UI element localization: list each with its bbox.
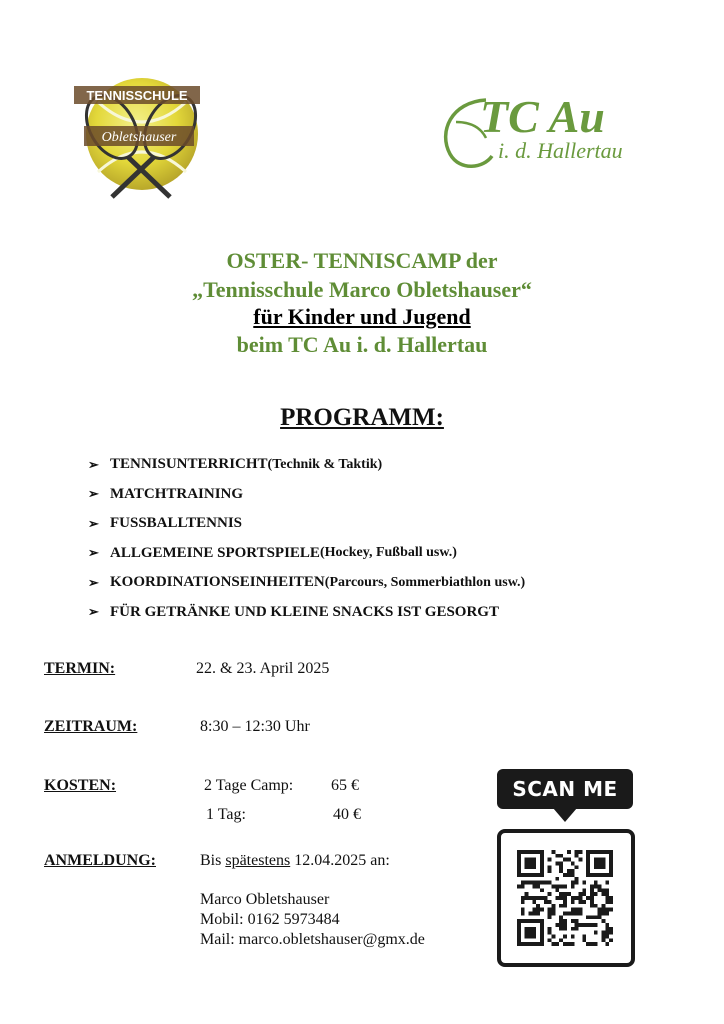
contact-name: Marco Obletshauser <box>200 891 330 908</box>
logo-bottom-text: Obletshauser <box>101 130 177 145</box>
zeitraum-label: ZEITRAUM: <box>44 718 138 735</box>
arrow-bullet-icon: ➢ <box>88 486 99 502</box>
qr-code-icon <box>517 850 613 946</box>
headline-line4: beim TC Au i. d. Hallertau <box>236 332 488 357</box>
anmeldung-deadline: Bis spätestens 12.04.2025 an: <box>200 852 390 869</box>
headline-line3: für Kinder und Jugend <box>253 304 471 329</box>
list-item: ➢ TENNISUNTERRICHT (Technik & Taktik) <box>88 456 383 473</box>
list-item: ➢ FUSSBALLTENNIS <box>88 515 243 532</box>
headline-line1: OSTER- TENNISCAMP der <box>226 248 498 273</box>
logo-hallertau: i. d. Hallertau <box>498 138 623 163</box>
anmeldung-label: ANMELDUNG: <box>44 852 156 869</box>
qr-code[interactable] <box>497 829 635 967</box>
list-item: ➢ ALLGEMEINE SPORTSPIELE (Hockey, Fußball usw.) <box>88 544 457 561</box>
termin-value: 22. & 23. April 2025 <box>196 660 330 677</box>
tennisschule-logo <box>70 72 210 202</box>
arrow-bullet-icon: ➢ <box>88 545 99 561</box>
logo-top-text: TENNISSCHULE <box>86 88 188 103</box>
kosten-row-price: 40 € <box>333 806 361 823</box>
program-title: PROGRAMM: <box>280 404 444 431</box>
termin-label: TERMIN: <box>44 660 116 677</box>
arrow-bullet-icon: ➢ <box>88 604 99 620</box>
speech-tail-icon <box>553 808 577 822</box>
arrow-bullet-icon: ➢ <box>88 574 99 590</box>
scan-me-label: SCAN ME <box>497 769 633 809</box>
kosten-row-price: 65 € <box>331 777 359 794</box>
arrow-bullet-icon: ➢ <box>88 515 99 531</box>
list-item: ➢ KOORDINATIONSEINHEITEN (Parcours, Sommerbiathlon usw.) <box>88 574 526 591</box>
headline-line2: „Tennisschule Marco Obletshauser“ <box>192 277 532 302</box>
tc-au-logo <box>436 92 660 172</box>
kosten-row-name: 1 Tag: <box>206 806 246 823</box>
list-item: ➢ FÜR GETRÄNKE UND KLEINE SNACKS IST GESORGT <box>88 603 499 620</box>
contact-mobile: Mobil: 0162 5973484 <box>200 911 340 928</box>
kosten-row-name: 2 Tage Camp: <box>204 777 294 794</box>
arrow-bullet-icon: ➢ <box>88 456 99 472</box>
list-item: ➢ MATCHTRAINING <box>88 485 244 502</box>
program-list <box>88 450 525 627</box>
zeitraum-value: 8:30 – 12:30 Uhr <box>200 718 310 735</box>
logo-tc-au: TC Au <box>480 91 605 142</box>
kosten-label: KOSTEN: <box>44 777 117 794</box>
contact-mail[interactable]: Mail: marco.obletshauser@gmx.de <box>200 931 425 948</box>
